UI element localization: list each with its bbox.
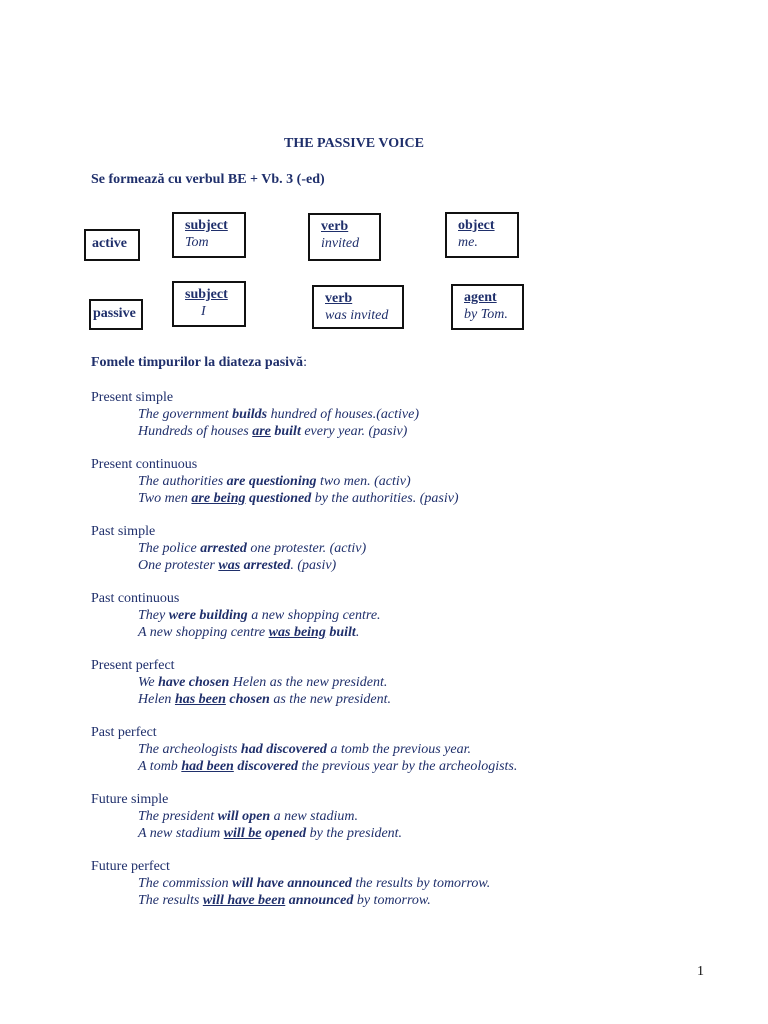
sentence-text: Two men (138, 491, 192, 506)
sentence-text: hundred of houses.(active) (267, 407, 419, 422)
verb-form: builds (232, 407, 268, 422)
sentence-text: the previous year by the archeologists. (297, 759, 518, 774)
verb-form: had discovered (240, 742, 327, 757)
sentence-text: The police (138, 541, 201, 556)
box-heading: agent (464, 290, 497, 305)
box-value: invited (321, 236, 360, 251)
example-sentence (91, 540, 731, 557)
sentence-text: One protester (138, 558, 219, 573)
verb-form: arrested (200, 541, 247, 556)
sentence-text: . (pasiv) (290, 558, 337, 573)
tense-section (91, 456, 731, 507)
box-heading: subject (185, 287, 228, 302)
verb-form: will have announced (232, 876, 352, 891)
box-value: me. (458, 235, 478, 250)
tense-name: Future perfect (91, 859, 170, 874)
sentence-text: every year. (pasiv) (300, 424, 408, 439)
sentence-text: The commission (138, 876, 233, 891)
sentence-text: A new shopping centre (138, 625, 269, 640)
example-sentence (91, 674, 731, 691)
example-sentence (91, 825, 731, 842)
verb-form: arrested (243, 558, 291, 573)
verb-form: are questioning (226, 474, 317, 489)
box-heading: subject (185, 218, 228, 233)
sentence-text: The government (138, 407, 233, 422)
sentence-text: two men. (activ) (316, 474, 411, 489)
tense-section (91, 590, 731, 641)
box-value: was invited (325, 308, 389, 323)
example-sentence (91, 557, 731, 574)
tense-name: Past perfect (91, 725, 157, 740)
tense-name: Past continuous (91, 591, 180, 606)
auxiliary-verb: had been (181, 759, 234, 774)
sentence-text: by tomorrow. (353, 893, 431, 908)
auxiliary-verb: was (218, 558, 241, 573)
sentence-text: We (138, 675, 159, 690)
example-sentence (91, 741, 731, 758)
passive-verb-box (312, 285, 404, 329)
example-sentence (91, 490, 731, 507)
tense-name: Present simple (91, 390, 174, 405)
example-sentence (91, 691, 731, 708)
active-subject-box (172, 212, 246, 258)
sentence-text: . (355, 625, 360, 640)
sentence-text: They (138, 608, 169, 623)
example-sentence (91, 406, 731, 423)
tense-name: Past simple (91, 524, 156, 539)
auxiliary-verb: are (252, 424, 271, 439)
verb-form: announced (288, 893, 354, 908)
tense-section (91, 523, 731, 574)
auxiliary-verb: has been (174, 692, 226, 707)
formation-rule: Se formează cu verbul BE + Vb. 3 (-ed) (91, 172, 325, 187)
sentence-text: Helen (138, 692, 175, 707)
example-sentence (91, 624, 731, 641)
sentence-text: Hundreds of houses (138, 424, 253, 439)
passive-label: passive (93, 306, 136, 321)
passive-subject-box (172, 281, 246, 327)
active-label-box (84, 229, 140, 261)
tense-name: Future simple (91, 792, 169, 807)
verb-form: built (274, 424, 301, 439)
box-value: Tom (185, 235, 209, 250)
sentence-text: a tomb the previous year. (326, 742, 471, 757)
tense-section (91, 724, 731, 775)
example-sentence (91, 808, 731, 825)
passive-label-box (89, 299, 143, 330)
tense-section (91, 657, 731, 708)
active-label: active (92, 236, 127, 251)
sentence-text: The president (138, 809, 218, 824)
verb-form: built (329, 625, 356, 640)
sentence-text: by the president. (306, 826, 403, 841)
active-object-box (445, 212, 519, 258)
box-heading: verb (325, 291, 353, 306)
example-sentence (91, 607, 731, 624)
verb-form: questioned (248, 491, 312, 506)
example-sentence (91, 758, 731, 775)
verb-form: have chosen (158, 675, 230, 690)
example-sentence (91, 473, 731, 490)
box-value: by Tom. (464, 307, 508, 322)
sentence-text: a new shopping centre. (247, 608, 381, 623)
sentence-text: The archeologists (138, 742, 241, 757)
page-number: 1 (697, 964, 704, 979)
active-verb-box (308, 213, 381, 261)
sentence-text: one protester. (activ) (246, 541, 367, 556)
sentence-text: a new stadium. (270, 809, 358, 824)
verb-form: were building (168, 608, 248, 623)
box-heading: verb (321, 219, 349, 234)
auxiliary-verb: will have been (202, 893, 286, 908)
example-sentence (91, 423, 731, 440)
verb-form: discovered (237, 759, 298, 774)
sentence-text: Helen as the new president. (229, 675, 388, 690)
box-heading: object (458, 218, 495, 233)
verb-form: will open (217, 809, 271, 824)
tense-forms-heading (91, 355, 307, 371)
example-sentence (91, 892, 731, 909)
passive-agent-box (451, 284, 524, 330)
tense-name: Present continuous (91, 457, 198, 472)
sentence-text: by the authorities. (pasiv) (311, 491, 459, 506)
page-title: THE PASSIVE VOICE (283, 136, 425, 151)
sentence-text: A new stadium (138, 826, 224, 841)
box-value: I (201, 304, 206, 319)
tense-forms-heading-text: Fomele timpurilor la diateza pasivă (91, 355, 304, 370)
tense-section (91, 858, 731, 909)
tense-section (91, 791, 731, 842)
auxiliary-verb: was being (268, 625, 326, 640)
verb-form: opened (264, 826, 307, 841)
tense-section (91, 389, 731, 440)
tense-forms-heading-colon: : (303, 355, 307, 370)
auxiliary-verb: are being (191, 491, 246, 506)
sentence-text: The results (138, 893, 203, 908)
tense-name: Present perfect (91, 658, 175, 673)
sentence-text: the results by tomorrow. (351, 876, 491, 891)
example-sentence (91, 875, 731, 892)
sentence-text: The authorities (138, 474, 227, 489)
sentence-text: as the new president. (269, 692, 392, 707)
verb-form: chosen (229, 692, 270, 707)
auxiliary-verb: will be (223, 826, 262, 841)
sentence-text: A tomb (138, 759, 182, 774)
